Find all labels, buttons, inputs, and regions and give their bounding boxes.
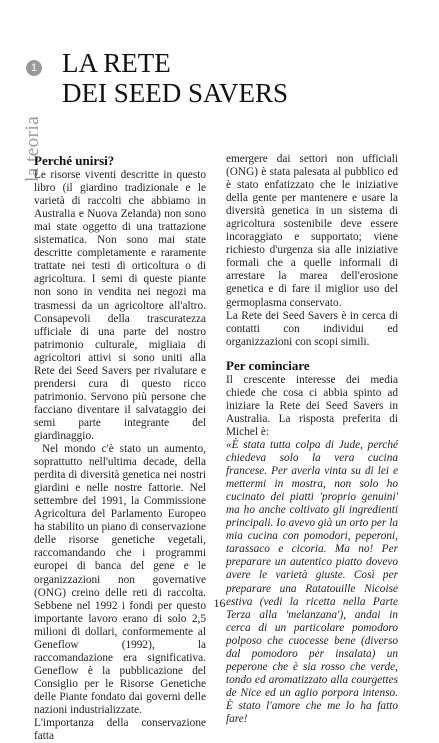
page-number: 16 — [213, 596, 226, 610]
chapter-title-line-1: LA RETE — [62, 48, 171, 78]
paragraph: Il crescente interesse dei media chiede che cosa ci abbia spinto ad iniziare la Rete dei Seed Savers in Australia. La risposta preferita di Michel è: — [226, 373, 398, 438]
chapter-title — [62, 48, 402, 108]
right-column — [226, 153, 398, 726]
paragraph: emergere dai settori non ufficiali (ONG) è stata palesata al pubblico ed è stato enfatizzato che le iniziative della gente per mantenere e usare la diversità genetica in un sistema di agricoltura sostenibile deve essere incoraggiato e supportato; viene richiesto d'urgenza sia alle iniziative formali che a quelle informali di arrestare la marea dell'erosione genetica e di fare il miglior uso del germoplasma conservato. — [226, 153, 398, 309]
chapter-number-badge: 1 — [26, 60, 42, 76]
section-label: la teoria — [22, 115, 43, 182]
section-heading-getting-started: Per cominciare — [226, 357, 310, 373]
section-marker — [20, 60, 50, 182]
paragraph: Nel mondo c'è stato un aumento, soprattutto nell'ultima decade, della perdita di diversità genetica nei nostri giardini e nelle nostre fattorie. Nel settembre del 1991, la Commissione Agricoltura del Parlamento Europeo ha stabilito un piano di conservazione delle risorse genetiche vegetali, raccomandando che i programmi europei di banca del gene e le organizzazioni non governative (ONG) creino delle reti di raccolta. Sebbene nel 1992 i fondi per questo importante lavoro erano di solo 2,5 milioni di dollari, conformemente al Geneflow (1992), la raccomandazione era significativa. Geneflow è la pubblicazione del Consiglio per le Risorse Genetiche delle Piante fondato dai governi delle nazioni industrializzate. — [34, 443, 206, 716]
paragraph: La Rete dei Seed Savers è in cerca di contatti con individui ed organizzazioni con scopi simili. — [226, 309, 398, 348]
paragraph: Le risorse viventi descritte in questo libro (il giardino tradizionale e le varietà di raccolti che abbiamo in Australia e Nuova Zelanda) non sono mai state oggetto di una trattazione sistematica. Non sono mai state descritte completamente e raramente trattate nei testi di orticoltura o di agricoltura. I semi di queste piante non sono in vendita nei negozi ma trasmessi da un agricoltore all'altro. Consapevoli della trascuratezza ufficiale di una parte del nostro patrimonio culturale, migliaia di agricoltori attivi si sono uniti alla Rete dei Seed Savers per rivalutare e prendersi cura di questo ricco patrimonio. Servono più persone che facciano diventare il salvataggio dei semi parte integrante del giardinaggio. — [34, 169, 206, 442]
left-column — [34, 150, 206, 743]
paragraph: L'importanza della conservazione fatta — [34, 717, 206, 743]
section-heading-why-join: Perché unirsi? — [34, 153, 115, 168]
chapter-title-line-2: DEI SEED SAVERS — [62, 78, 289, 108]
quote: «È stata tutta colpa di Jude, perché chiedeva solo la vera cucina francese. Per averla vinta su di lei e mettermi in mostra, non solo ho cucinato dei piatti 'proprio genuini' ma ho anche coltivato gli ingredienti principali. Io avevo già un orto per la mia cucina con pomodori, peperoni, tarassaco e cicoria. Ma no! Per preparare un autentico piatto dovevo avere le varietà giuste. Così per preparare una Ratatouille Nicoise estiva (vedi la ricetta nella Parte Terza alla 'melanzana'), andai in cerca di un particolare pomodoro polposo che cuocesse bene (diverso dal pomodoro per insalata) un peperone che è sia rosso che verde, tondo ed aromatizzato alla courgettes de Nice ed un aglio porpora intenso. È stato l'amore che me lo ha fatto fare! — [226, 438, 398, 725]
